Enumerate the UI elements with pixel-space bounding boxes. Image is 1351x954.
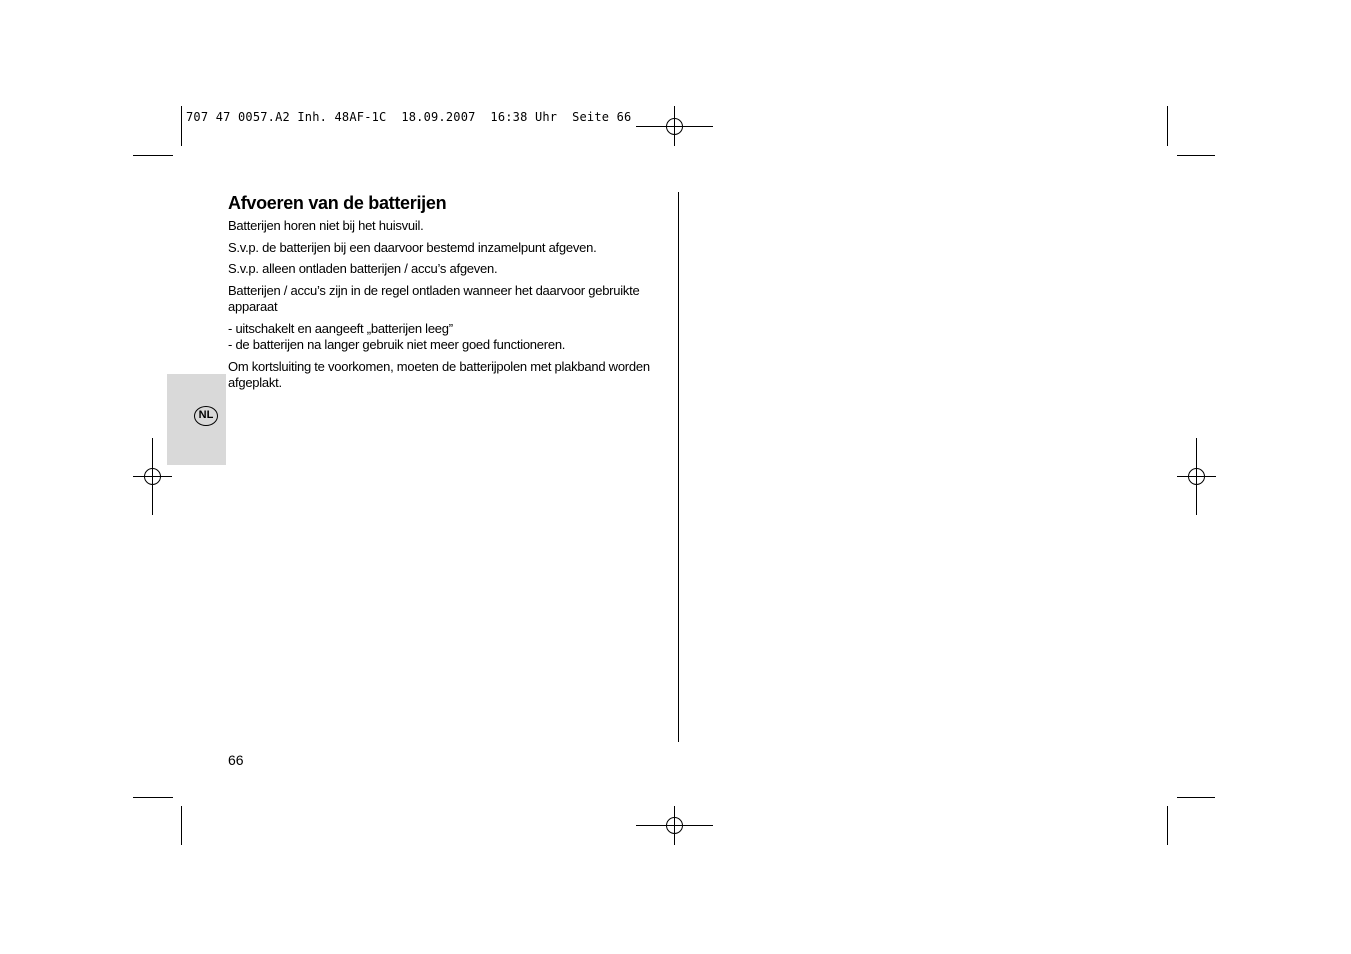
main-content: [228, 191, 658, 397]
paragraph: Batterijen horen niet bij het huisvuil.: [228, 218, 424, 233]
print-slug: 707 47 0057.A2 Inh. 48AF-1C 18.09.2007 16:38 Uhr Seite 66: [186, 110, 632, 124]
registration-mark-top-circle: [666, 118, 683, 135]
crop-mark-bottom-left-vertical: [181, 806, 182, 845]
paragraph: Batterijen / accu’s zijn in de regel ontladen wanneer het daarvoor gebruikte apparaat: [228, 282, 640, 314]
column-divider: [678, 192, 679, 742]
closing-paragraph: Om kortsluiting te voorkomen, moeten de batterijpolen met plakband worden afgeplakt.: [228, 358, 650, 390]
crop-mark-top-right-horizontal: [1177, 155, 1215, 156]
paragraph: S.v.p. alleen ontladen batterijen / accu’s afgeven.: [228, 261, 498, 276]
crop-mark-top-right-vertical: [1167, 106, 1168, 146]
crop-mark-bottom-right-vertical: [1167, 806, 1168, 845]
language-badge: NL: [194, 406, 218, 426]
registration-mark-right-circle: [1188, 468, 1205, 485]
crop-mark-bottom-left-horizontal: [133, 797, 173, 798]
registration-mark-bottom-circle: [666, 817, 683, 834]
registration-mark-left-circle: [144, 468, 161, 485]
crop-mark-bottom-right-horizontal: [1177, 797, 1215, 798]
list-item: - de batterijen na langer gebruik niet meer goed functioneren.: [228, 337, 566, 352]
section-heading: Afvoeren van de batterijen: [228, 193, 447, 213]
paragraph: S.v.p. de batterijen bij een daarvoor bestemd inzamelpunt afgeven.: [228, 239, 597, 255]
crop-mark-top-left-vertical: [181, 106, 182, 146]
crop-mark-top-left-horizontal: [133, 155, 173, 156]
page-number: 66: [228, 752, 244, 768]
list-item: - uitschakelt en aangeeft „batterijen leeg”: [228, 320, 453, 336]
